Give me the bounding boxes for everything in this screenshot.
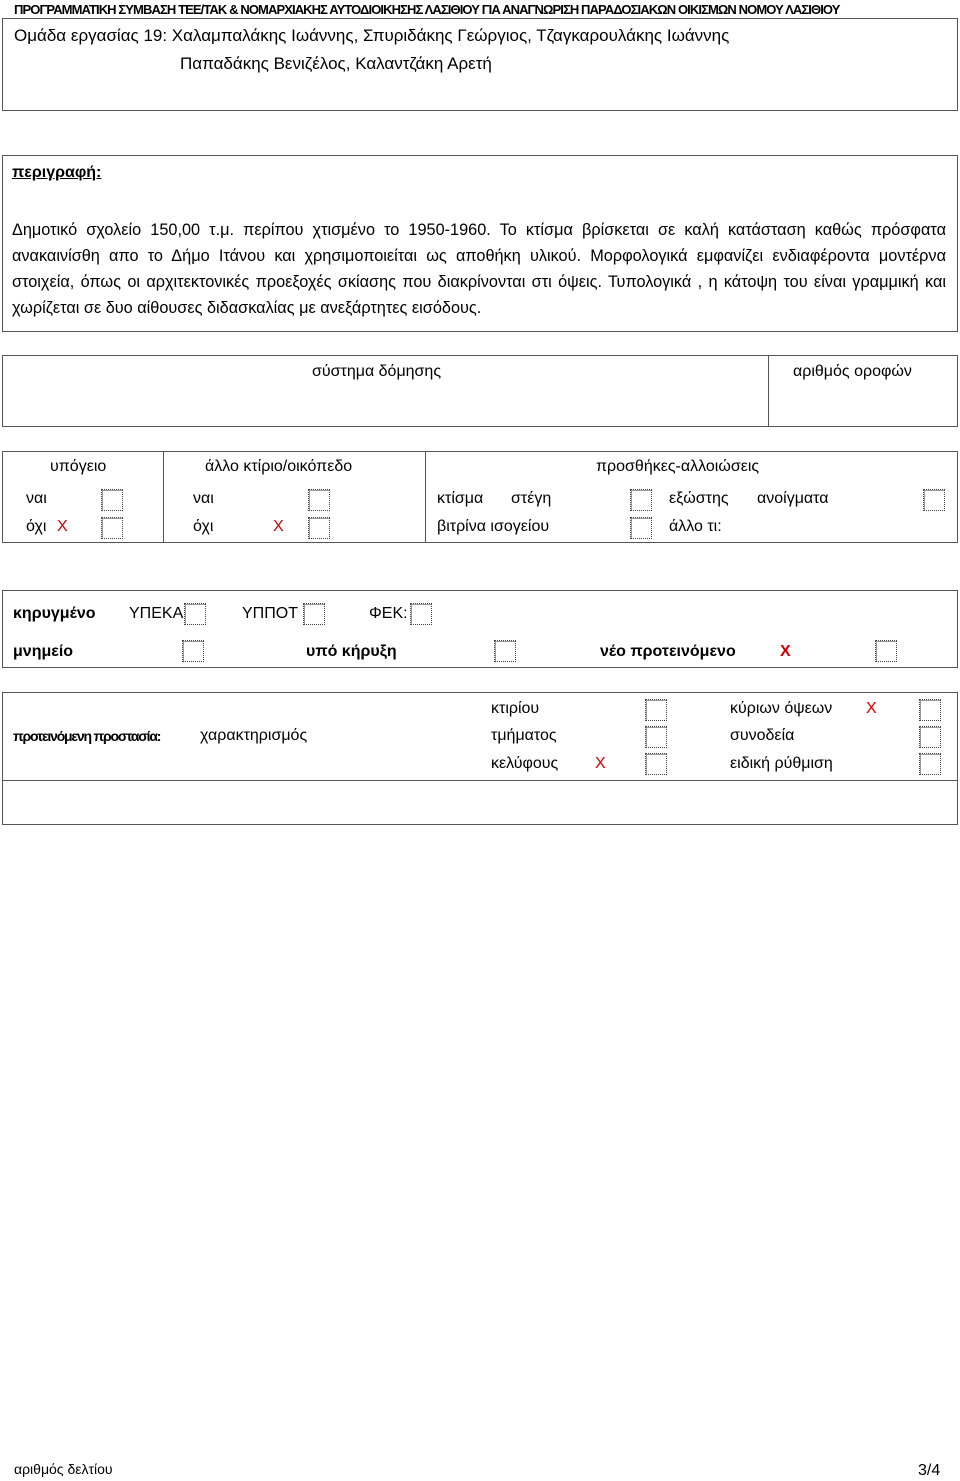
protection-shell-mark: X	[595, 755, 606, 772]
program-title: ΠΡΟΓΡΑΜΜΑΤΙΚΗ ΣΥΜΒΑΣΗ ΤΕΕ/ΤΑΚ & ΝΟΜΑΡΧΙΑΚΗΣ ΑΥΤΟΔΙΟΙΚΗΣΗΣ ΛΑΣΙΘΙΟΥ ΓΙΑ ΑΝΑΓΝΩΡΙΣΗ ΠΑΡΑΔΟΣΙΑΚΩΝ ΟΙΚΙΣΜΩΝ ΝΟΜΟΥ ΛΑΣΙΘΙΟΥ	[14, 2, 840, 17]
description-label: περιγραφή:	[12, 164, 102, 181]
team-line-2: Παπαδάκης Βενιζέλος, Καλαντζάκη Αρετή	[180, 54, 492, 73]
basement-no-mark: X	[57, 518, 68, 535]
yppot-label: ΥΠΠΟΤ	[242, 605, 298, 622]
description-text: Δημοτικό σχολείο 150,00 τ.μ. περίπου χτισμένο το 1950-1960. Το κτίσμα βρίσκεται σε καλή κατάσταση καθώς πρόσφατα ανακαινίσθη απο το Δήμο Ιτάνου και χρησιμοποιείται ως αποθήκη υλικού. Μορφολογικά εμφανίζει ενδιαφέροντα μοντέρνα στοιχεία, όπως οι αρχιτεκτονικές προεξοχές σκίασης που διακρίνονται στι όψεις. Τυπολογικά , η κάτοψη του είναι γραμμική και χωρίζεται σε δυο αίθουσες διδασκαλίας με ανεξάρτητες εισόδους.	[12, 221, 946, 317]
other-building-no-mark: X	[273, 518, 284, 535]
basement-title: υπόγειο	[50, 458, 107, 475]
ypeka-label: ΥΠΕΚΑ	[129, 605, 184, 622]
protection-part-label: τμήματος	[491, 727, 557, 744]
protection-shell-checkbox[interactable]	[645, 753, 667, 775]
designation-label: χαρακτηρισμός	[200, 727, 308, 744]
other-building-no-label: όχι	[193, 518, 214, 535]
declared-label: κηρυγμένο	[13, 605, 96, 622]
protection-special-regulation-checkbox[interactable]	[919, 753, 941, 775]
basement-no-checkbox[interactable]	[101, 517, 123, 539]
protection-main-facades-checkbox[interactable]	[919, 699, 941, 721]
newly-proposed-checkbox[interactable]	[875, 640, 897, 662]
basement-no-label: όχι	[26, 518, 47, 535]
ypeka-checkbox[interactable]	[184, 603, 206, 625]
team-line-1: Ομάδα εργασίας 19: Χαλαμπαλάκης Ιωάννης, Σπυριδάκης Γεώργιος, Τζαγκαρουλάκης Ιωάννης	[14, 26, 730, 45]
other-building-yes-label: ναι	[193, 490, 214, 507]
condition-divider-1	[163, 451, 164, 543]
protection-ensemble-checkbox[interactable]	[919, 726, 941, 748]
additions-roof-checkbox[interactable]	[630, 489, 652, 511]
protection-shell-label: κελύφους	[491, 755, 559, 772]
protection-building-label: κτιρίου	[491, 700, 540, 717]
protection-ensemble-label: συνοδεία	[730, 727, 795, 744]
additions-openings-checkbox[interactable]	[923, 489, 945, 511]
fek-label: ΦΕΚ:	[369, 605, 408, 622]
protection-divider	[2, 780, 958, 781]
monument-checkbox[interactable]	[182, 640, 204, 662]
yppot-checkbox[interactable]	[303, 603, 325, 625]
page-number: 3/4	[918, 1462, 941, 1479]
protection-main-facades-label: κύριων όψεων	[730, 700, 833, 717]
additions-exterior-label: εξώστης	[669, 490, 729, 507]
additions-shopfront-label: βιτρίνα ισογείου	[437, 518, 550, 535]
structural-system-label: σύστημα δόμησης	[312, 363, 442, 380]
additions-other-label: άλλο τι:	[669, 518, 722, 535]
sheet-number-label: αριθμός δελτίου	[14, 1461, 113, 1477]
under-declaration-checkbox[interactable]	[494, 640, 516, 662]
other-building-yes-checkbox[interactable]	[308, 489, 330, 511]
additions-openings-label: ανοίγματα	[757, 490, 829, 507]
monument-label: μνημείο	[13, 643, 74, 660]
additions-shopfront-checkbox[interactable]	[630, 517, 652, 539]
other-building-no-checkbox[interactable]	[308, 517, 330, 539]
newly-proposed-mark: X	[780, 643, 791, 660]
protection-part-checkbox[interactable]	[645, 726, 667, 748]
protection-building-checkbox[interactable]	[645, 699, 667, 721]
structure-divider	[768, 355, 769, 427]
declaration-box	[2, 590, 958, 668]
additions-title: προσθήκες-αλλοιώσεις	[596, 458, 760, 475]
basement-yes-label: ναι	[26, 490, 47, 507]
additions-building-label: κτίσμα	[437, 490, 484, 507]
condition-divider-2	[425, 451, 426, 543]
additions-roof-label: στέγη	[511, 490, 552, 507]
newly-proposed-label: νέο προτεινόμενο	[600, 643, 736, 660]
proposed-protection-label: προτεινόμενη προστασία:	[13, 728, 161, 744]
protection-main-facades-mark: X	[866, 700, 877, 717]
other-building-title: άλλο κτίριο/οικόπεδο	[205, 458, 353, 475]
number-of-floors-label: αριθμός οροφών	[793, 363, 912, 380]
basement-yes-checkbox[interactable]	[101, 489, 123, 511]
protection-special-regulation-label: ειδική ρύθμιση	[730, 755, 833, 772]
under-declaration-label: υπό κήρυξη	[306, 643, 397, 660]
fek-checkbox[interactable]	[410, 603, 432, 625]
